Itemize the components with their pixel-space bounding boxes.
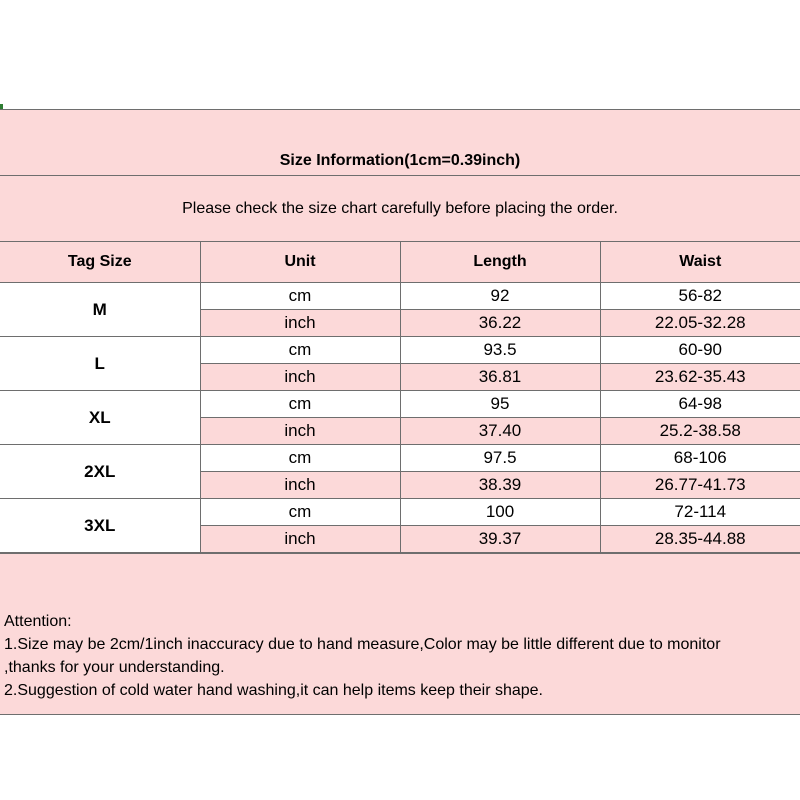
table-row	[0, 283, 800, 310]
attention-line: 2.Suggestion of cold water hand washing,it can help items keep their shape.	[4, 682, 543, 699]
table-row	[0, 445, 800, 472]
attention-notes	[0, 606, 800, 714]
header-waist: Waist	[600, 242, 800, 283]
attention-line: ,thanks for your understanding.	[4, 659, 225, 676]
length-cell: 36.81	[400, 364, 600, 391]
length-cell: 93.5	[400, 337, 600, 364]
unit-cell: inch	[200, 526, 400, 553]
waist-cell: 25.2-38.58	[600, 418, 800, 445]
header-tag-size: Tag Size	[0, 242, 200, 283]
tag-size-cell: M	[0, 283, 200, 337]
length-cell: 36.22	[400, 310, 600, 337]
unit-cell: cm	[200, 391, 400, 418]
length-cell: 37.40	[400, 418, 600, 445]
tag-size-cell: L	[0, 337, 200, 391]
length-cell: 39.37	[400, 526, 600, 553]
unit-cell: cm	[200, 337, 400, 364]
attention-spacer	[0, 553, 800, 606]
table-header-row	[0, 242, 800, 283]
waist-cell: 68-106	[600, 445, 800, 472]
unit-cell: cm	[200, 445, 400, 472]
unit-cell: inch	[200, 418, 400, 445]
length-cell: 97.5	[400, 445, 600, 472]
waist-cell: 23.62-35.43	[600, 364, 800, 391]
waist-cell: 64-98	[600, 391, 800, 418]
tag-size-cell: 2XL	[0, 445, 200, 499]
tag-size-cell: 3XL	[0, 499, 200, 553]
size-chart-sheet	[0, 109, 800, 715]
chart-title: Size Information(1cm=0.39inch)	[0, 110, 800, 176]
waist-cell: 72-114	[600, 499, 800, 526]
header-unit: Unit	[200, 242, 400, 283]
waist-cell: 60-90	[600, 337, 800, 364]
table-row	[0, 337, 800, 364]
header-length: Length	[400, 242, 600, 283]
waist-cell: 22.05-32.28	[600, 310, 800, 337]
order-notice: Please check the size chart carefully before placing the order.	[0, 176, 800, 242]
unit-cell: inch	[200, 310, 400, 337]
unit-cell: inch	[200, 472, 400, 499]
unit-cell: cm	[200, 283, 400, 310]
unit-cell: cm	[200, 499, 400, 526]
tag-size-cell: XL	[0, 391, 200, 445]
length-cell: 38.39	[400, 472, 600, 499]
length-cell: 100	[400, 499, 600, 526]
table-row	[0, 391, 800, 418]
waist-cell: 28.35-44.88	[600, 526, 800, 553]
table-row	[0, 499, 800, 526]
unit-cell: inch	[200, 364, 400, 391]
waist-cell: 56-82	[600, 283, 800, 310]
waist-cell: 26.77-41.73	[600, 472, 800, 499]
size-table	[0, 242, 800, 553]
attention-heading: Attention:	[4, 613, 72, 630]
length-cell: 95	[400, 391, 600, 418]
attention-line: 1.Size may be 2cm/1inch inaccuracy due to hand measure,Color may be little different due to monitor	[4, 636, 721, 653]
length-cell: 92	[400, 283, 600, 310]
attention-section	[0, 553, 800, 714]
